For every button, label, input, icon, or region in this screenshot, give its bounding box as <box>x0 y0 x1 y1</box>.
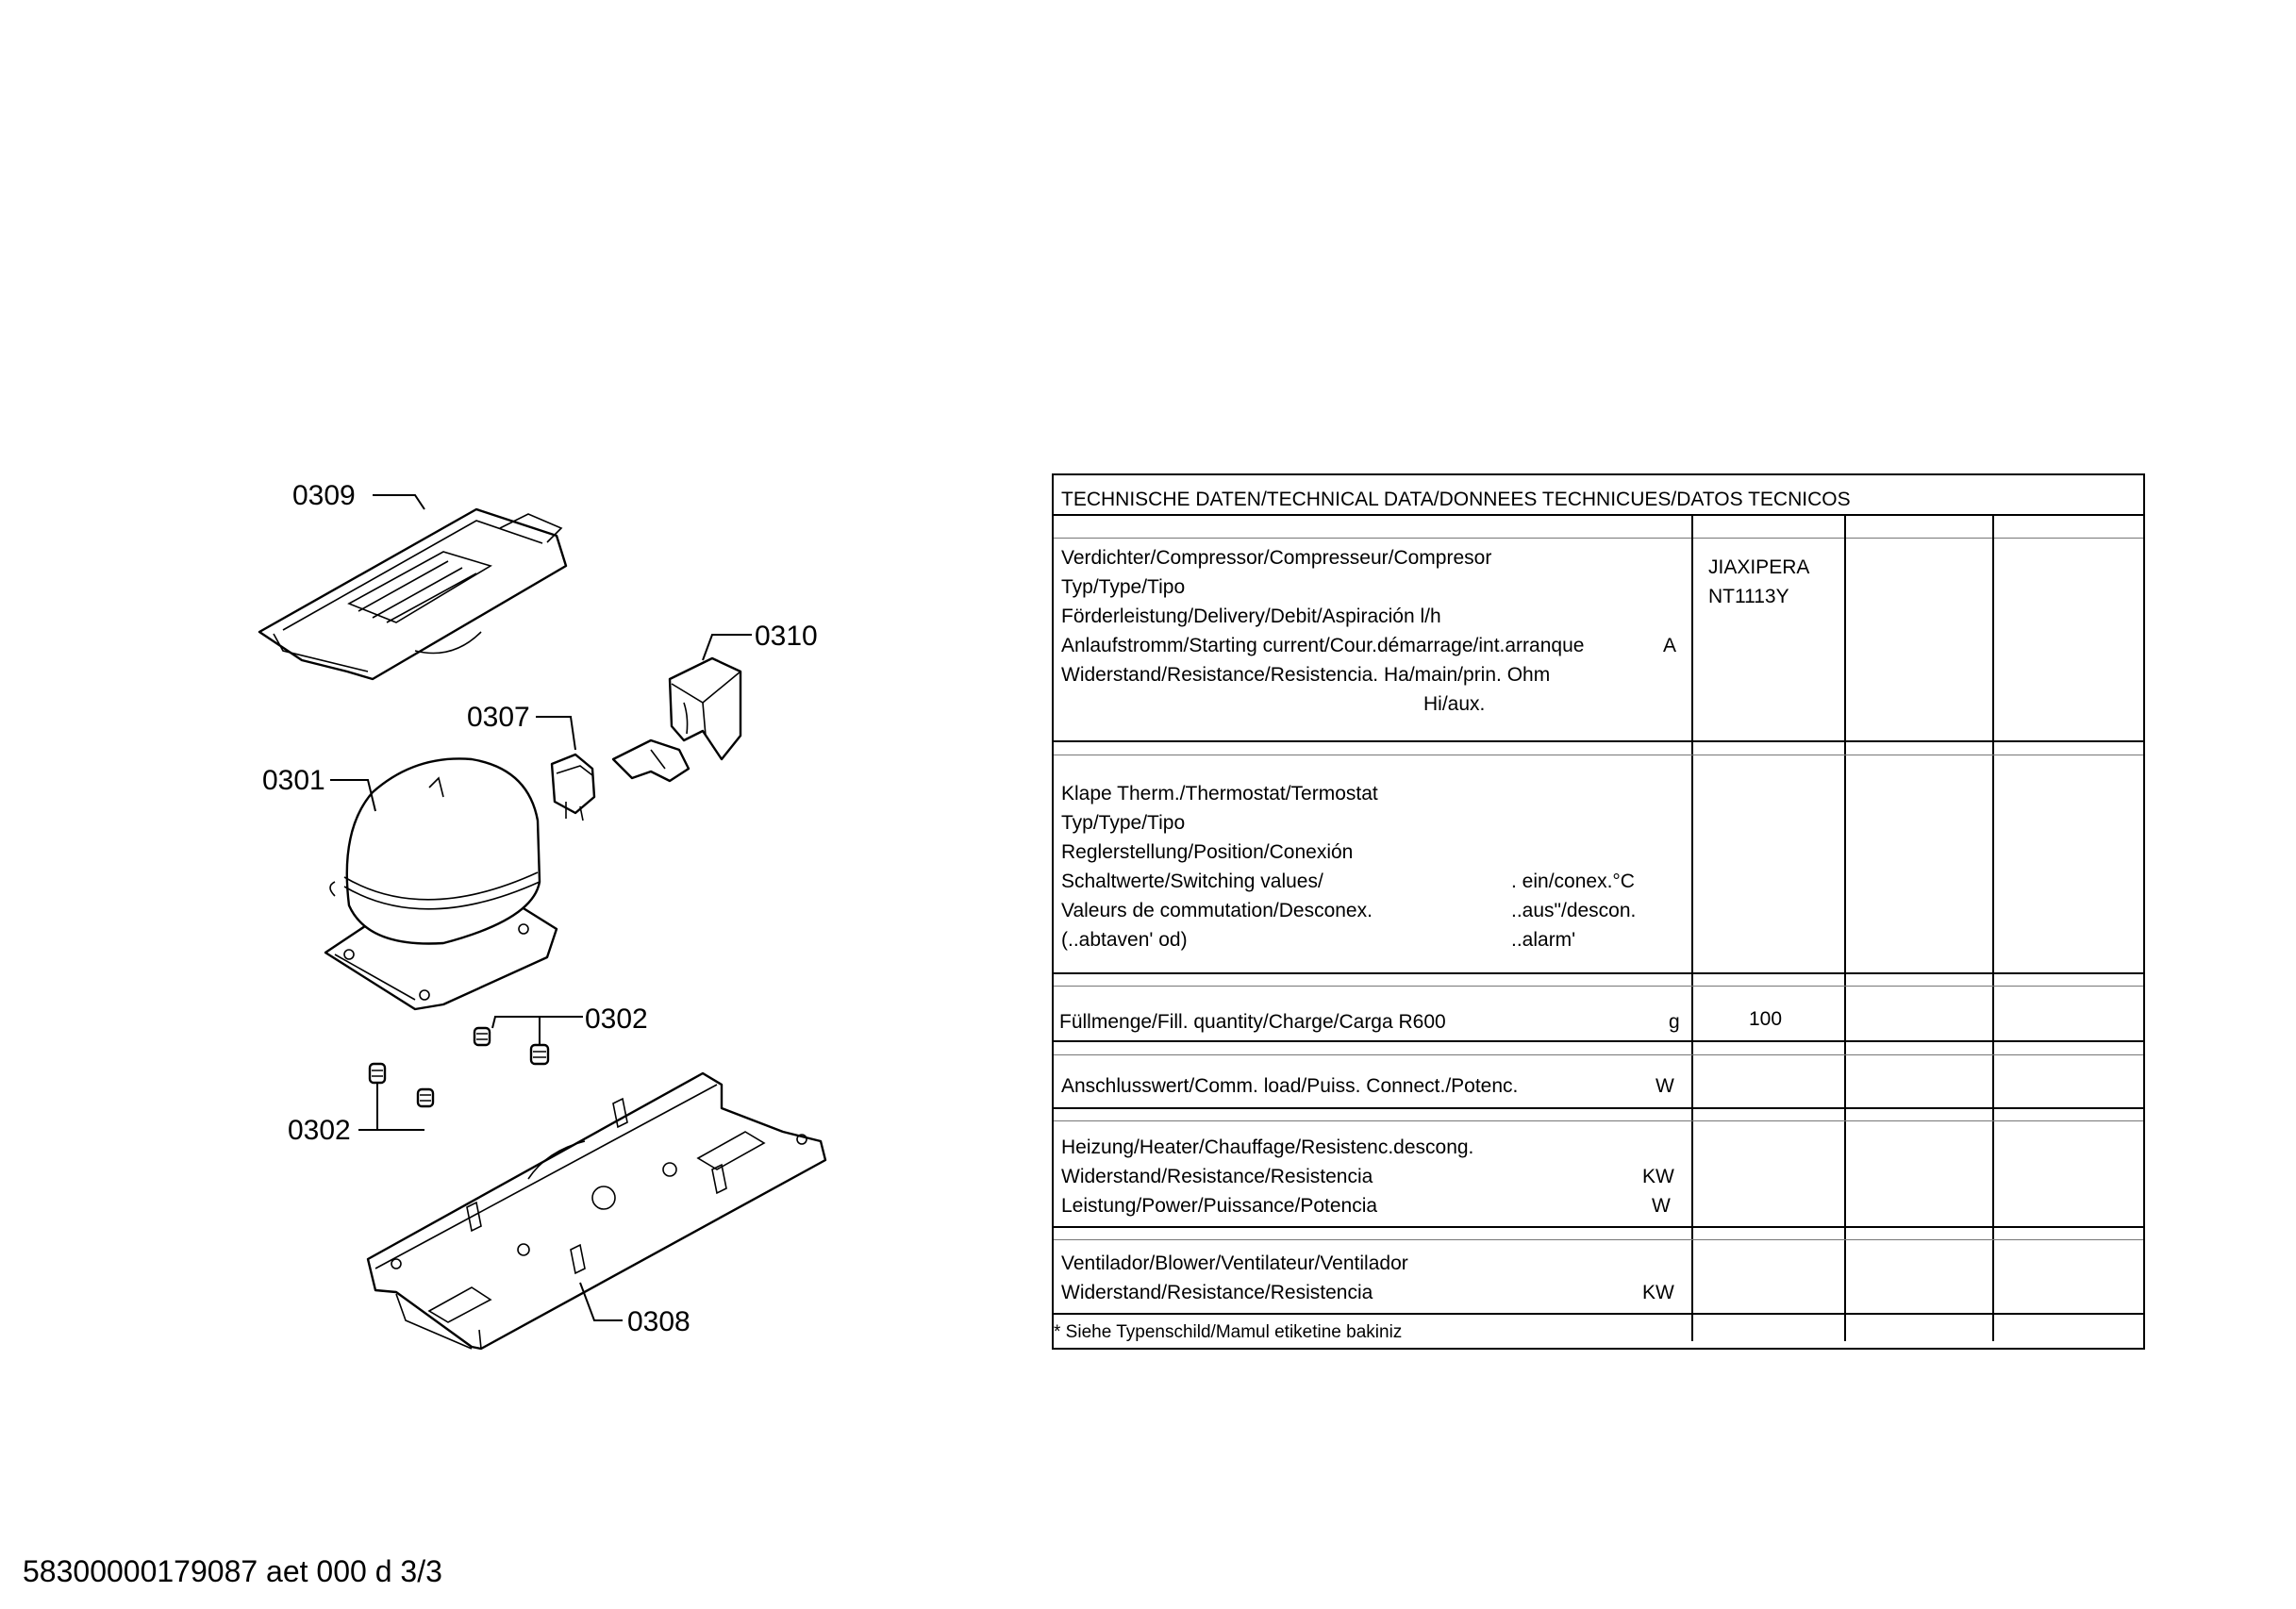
part-0310-clip <box>613 740 689 781</box>
fan-label: Ventilador/Blower/Ventilateur/Ventilador <box>1061 1252 1408 1274</box>
charge-value: 100 <box>1749 1008 1783 1030</box>
fan-resistance-label: Widerstand/Resistance/Resistencia <box>1061 1282 1373 1303</box>
compressor-delivery-label: Förderleistung/Delivery/Debit/Aspiración l/h <box>1061 605 1441 627</box>
compressor-resistance-label: Widerstand/Resistance/Resistencia. Ha/main/prin. Ohm <box>1061 664 1551 686</box>
document-code: 58300000179087 aet 000 d 3/3 <box>23 1554 442 1588</box>
compressor-label: Verdichter/Compressor/Compresseur/Compresor <box>1061 547 1492 569</box>
heater-power-unit: W <box>1652 1195 1671 1217</box>
fan-resistance-unit: KW <box>1642 1282 1674 1303</box>
thermostat-off-label: ..aus"/descon. <box>1511 900 1637 921</box>
heater-label: Heizung/Heater/Chauffage/Resistenc.descong. <box>1061 1136 1474 1158</box>
charge-unit: g <box>1669 1011 1680 1033</box>
callout-0310: 0310 <box>755 621 818 652</box>
leader-0302b <box>358 1083 424 1130</box>
leader-0310 <box>703 635 752 660</box>
compressor-model-value: NT1113Y <box>1708 586 1789 607</box>
table-title: TECHNISCHE DATEN/TECHNICAL DATA/DONNEES TECHNICUES/DATOS TECNICOS <box>1061 489 1851 510</box>
heater-resistance-label: Widerstand/Resistance/Resistencia <box>1061 1166 1373 1187</box>
part-0301-compressor <box>325 758 557 1009</box>
callout-0302a: 0302 <box>585 1004 648 1035</box>
callout-0302b: 0302 <box>288 1115 351 1146</box>
thermostat-commutation-label: Valeurs de commutation/Desconex. <box>1061 900 1373 921</box>
thermostat-alarm-label: ..alarm' <box>1511 929 1576 951</box>
part-0308-baseplate <box>368 1073 825 1349</box>
callout-0309: 0309 <box>292 480 356 511</box>
col-divider-2 <box>1844 514 1846 1341</box>
part-0309-tray <box>259 509 566 679</box>
thermostat-defrost-label: (..abtaven' od) <box>1061 929 1188 951</box>
thermostat-switching-label: Schaltwerte/Switching values/ <box>1061 871 1323 892</box>
part-0310-cover <box>670 658 740 759</box>
callout-0307: 0307 <box>467 702 530 733</box>
heater-resistance-unit: KW <box>1642 1166 1674 1187</box>
leader-0309 <box>373 495 424 509</box>
thermostat-label: Klape Therm./Thermostat/Termostat <box>1061 783 1378 804</box>
thermostat-type-label: Typ/Type/Tipo <box>1061 812 1186 834</box>
callout-0301: 0301 <box>262 765 325 796</box>
table-footnote: * Siehe Typenschild/Mamul etiketine bakiniz <box>1054 1322 1403 1342</box>
charge-label: Füllmenge/Fill. quantity/Charge/Carga R600 <box>1059 1011 1446 1033</box>
connection-label: Anschlusswert/Comm. load/Puiss. Connect./Potenc. <box>1061 1075 1519 1097</box>
compressor-brand-value: JIAXIPERA <box>1708 556 1810 578</box>
compressor-aux-label: Hi/aux. <box>1423 693 1486 715</box>
thermostat-on-label: . ein/conex.°C <box>1511 871 1635 892</box>
col-divider-3 <box>1992 514 1994 1341</box>
connection-unit: W <box>1655 1075 1674 1097</box>
technical-data-table <box>1052 473 2145 1350</box>
compressor-starting-current-unit: A <box>1663 635 1677 656</box>
heater-power-label: Leistung/Power/Puissance/Potencia <box>1061 1195 1378 1217</box>
thermostat-position-label: Reglerstellung/Position/Conexión <box>1061 841 1354 863</box>
part-0307-relay <box>552 755 594 821</box>
compressor-starting-current-label: Anlaufstromm/Starting current/Cour.démarrage/int.arranque <box>1061 635 1585 656</box>
leader-0302a <box>492 1017 583 1045</box>
leader-0307 <box>536 717 575 750</box>
compressor-type-label: Typ/Type/Tipo <box>1061 576 1186 598</box>
col-divider-1 <box>1691 514 1693 1341</box>
part-0302-grommets <box>370 1028 548 1106</box>
callout-0308: 0308 <box>627 1306 690 1337</box>
